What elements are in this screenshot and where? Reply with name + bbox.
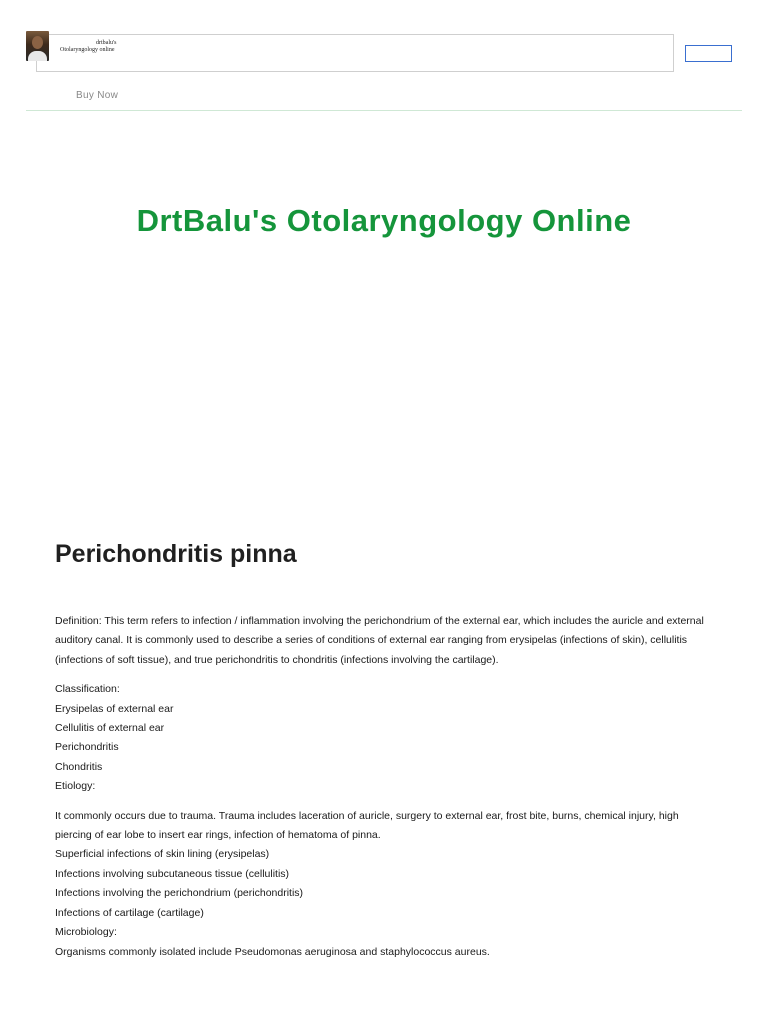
classification-heading: Classification: <box>55 683 120 696</box>
classification-item: Chondritis <box>55 760 103 773</box>
page-title: Perichondritis pinna <box>55 540 297 568</box>
header-divider <box>26 110 742 111</box>
logo-line-1: drtbalu's <box>96 40 117 46</box>
author-avatar[interactable] <box>26 31 49 61</box>
definition-paragraph: Definition: This term refers to infection / inflammation involving the perichondrium of the external ear, which includes the auricle and external auditory canal. It is commonly used to describe a series of conditions of external ear ranging from erysipelas (infections of skin), cellulitis (infections of soft tissue), and true perichondritis to chondritis (infections involving the cartilage). <box>55 615 704 666</box>
buy-now-link[interactable]: Buy Now <box>76 90 119 101</box>
site-logo[interactable] <box>60 40 180 54</box>
etiology-item: Infections involving the perichondrium (perichondritis) <box>55 887 304 900</box>
microbiology-paragraph: Organisms commonly isolated include Pseudomonas aeruginosa and staphylococcus aureus. <box>55 945 490 958</box>
site-title[interactable]: DrtBalu's Otolaryngology Online <box>136 203 632 238</box>
logo-line-2: Otolaryngology online <box>60 47 115 53</box>
classification-item: Erysipelas of external ear <box>55 702 174 715</box>
etiology-item: Infections involving subcutaneous tissue (cellulitis) <box>55 867 290 880</box>
etiology-heading: Etiology: <box>55 780 96 793</box>
classification-item: Perichondritis <box>55 741 119 754</box>
search-button[interactable] <box>685 45 732 62</box>
etiology-item: Superficial infections of skin lining (erysipelas) <box>55 848 270 861</box>
etiology-item: Infections of cartilage (cartilage) <box>55 906 204 919</box>
classification-item: Cellulitis of external ear <box>55 722 165 735</box>
etiology-paragraph: It commonly occurs due to trauma. Trauma includes laceration of auricle, surgery to external ear, frost bite, burns, chemical injury, high piercing of ear lobe to insert ear rings, infection of hematoma of pinna. <box>55 809 679 842</box>
microbiology-heading: Microbiology: <box>55 926 117 939</box>
article-body <box>55 612 715 962</box>
